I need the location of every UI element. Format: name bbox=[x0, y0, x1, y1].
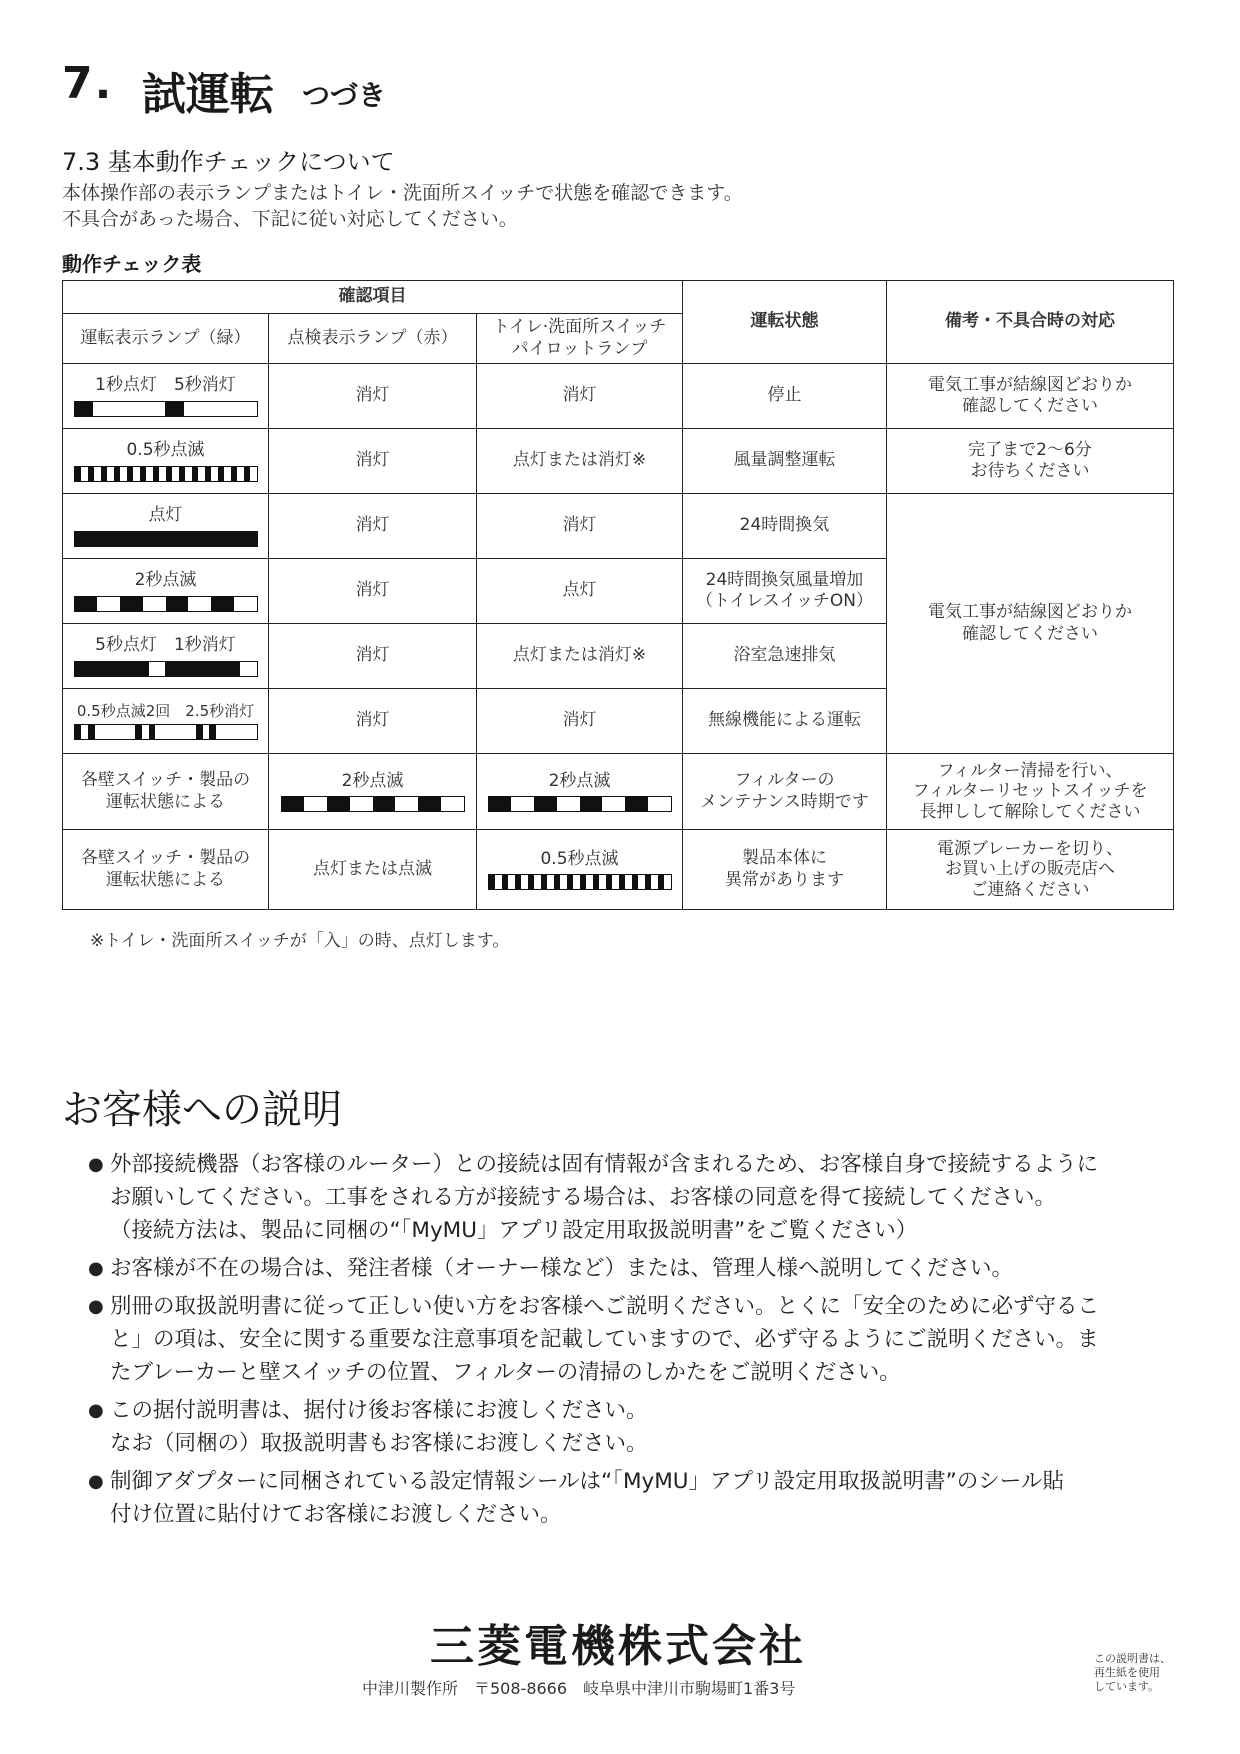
lamp-on-segment bbox=[88, 725, 95, 739]
list-item bbox=[88, 1252, 1173, 1285]
lamp-off-segment bbox=[203, 725, 210, 739]
pilot-lamp-cell: 点灯または消灯※ bbox=[477, 429, 683, 494]
green-lamp-label: 各壁スイッチ・製品の 運転状態による bbox=[63, 830, 269, 910]
lamp-off-segment bbox=[648, 797, 671, 811]
green-lamp-label: 0.5秒点滅2回 2.5秒消灯 bbox=[76, 701, 255, 720]
lamp-off-segment bbox=[93, 402, 166, 416]
lamp-on-segment bbox=[327, 797, 350, 811]
lamp-off-segment bbox=[664, 875, 671, 889]
green-lamp-label: 各壁スイッチ・製品の 運転状態による bbox=[63, 754, 269, 830]
pilot-lamp-label: 2秒点滅 bbox=[548, 770, 611, 791]
green-lamp-label: 1秒点灯 5秒消灯 bbox=[95, 375, 236, 396]
col-header-pilot: トイレ·洗面所スイッチ パイロットランプ bbox=[477, 314, 683, 364]
lamp-pattern-bar bbox=[74, 661, 258, 677]
lamp-pattern-bar bbox=[74, 401, 258, 417]
green-lamp-label: 点灯 bbox=[148, 505, 183, 526]
customer-section-title: お客様への説明 bbox=[62, 1087, 342, 1133]
state-cell: 浴室急速排気 bbox=[683, 624, 887, 689]
company-name: 三菱電機株式会社 bbox=[430, 1621, 806, 1672]
green-lamp-label: 5秒点灯 1秒消灯 bbox=[95, 635, 236, 656]
lamp-off-segment bbox=[149, 662, 166, 676]
lamp-off-segment bbox=[511, 797, 534, 811]
note-line: 付け位置に貼付けてお客様にお渡しください。 bbox=[110, 1502, 562, 1527]
table-row bbox=[63, 830, 1174, 910]
lamp-on-segment bbox=[209, 725, 216, 739]
lamp-pattern-bar bbox=[281, 796, 465, 812]
list-item bbox=[88, 1290, 1173, 1389]
lamp-off-segment bbox=[395, 797, 418, 811]
note-line: 外部接続機器（お客様のルーター）との接続は固有情報が含まれるため、お客様自身で接続するように bbox=[110, 1152, 1099, 1177]
page-title: 試運転 bbox=[142, 69, 274, 120]
customer-notes-list bbox=[88, 1148, 1173, 1536]
lamp-off-segment bbox=[97, 597, 120, 611]
lamp-off-segment bbox=[557, 797, 580, 811]
lamp-on-segment bbox=[211, 597, 234, 611]
lamp-on-segment bbox=[625, 797, 648, 811]
lamp-on-segment bbox=[75, 402, 93, 416]
state-cell: 24時間換気 bbox=[683, 494, 887, 559]
col-header-red: 点検表示ランプ（赤） bbox=[269, 314, 477, 364]
red-lamp-cell: 消灯 bbox=[269, 559, 477, 624]
bullet-icon: ● bbox=[88, 1400, 104, 1421]
lamp-off-segment bbox=[95, 725, 135, 739]
red-lamp-cell: 消灯 bbox=[269, 494, 477, 559]
pilot-lamp-cell: 消灯 bbox=[477, 364, 683, 429]
note-line: たブレーカーと壁スイッチの位置、フィルターの清掃のしかたをご説明ください。 bbox=[110, 1360, 901, 1385]
section-title: 7.3 基本動作チェックについて bbox=[62, 148, 395, 176]
state-cell: 24時間換気風量増加 （トイレスイッチON） bbox=[683, 559, 887, 624]
red-lamp-cell: 消灯 bbox=[269, 429, 477, 494]
lamp-off-segment bbox=[143, 597, 166, 611]
lamp-on-segment bbox=[135, 725, 142, 739]
lamp-on-segment bbox=[149, 725, 156, 739]
lamp-off-segment bbox=[184, 402, 257, 416]
lamp-off-segment bbox=[188, 597, 211, 611]
state-cell: 風量調整運転 bbox=[683, 429, 887, 494]
red-lamp-cell: 点灯または点滅 bbox=[269, 830, 477, 910]
lamp-pattern-bar bbox=[74, 724, 258, 740]
lamp-off-segment bbox=[304, 797, 327, 811]
lamp-on-segment bbox=[75, 725, 82, 739]
lamp-on-segment bbox=[534, 797, 557, 811]
remark-cell: 電気工事が結線図どおりか 確認してください bbox=[887, 364, 1174, 429]
lamp-on-segment bbox=[489, 797, 512, 811]
list-item bbox=[88, 1394, 1173, 1460]
operation-check-table bbox=[62, 280, 1174, 910]
lamp-on-segment bbox=[75, 662, 149, 676]
list-item bbox=[88, 1465, 1173, 1531]
note-line: この据付説明書は、据付け後お客様にお渡しください。 bbox=[110, 1398, 648, 1423]
col-header-remark: 備考・不具合時の対応 bbox=[887, 281, 1174, 364]
note-line: 別冊の取扱説明書に従って正しい使い方をお客様へご説明ください。とくに「安全のために必ず守るこ bbox=[110, 1294, 1100, 1319]
note-line: なお（同梱の）取扱説明書もお客様にお渡しください。 bbox=[110, 1431, 648, 1456]
lamp-on-segment bbox=[282, 797, 305, 811]
bullet-icon: ● bbox=[88, 1154, 104, 1175]
company-address: 中津川製作所 〒508-8666 岐阜県中津川市駒場町1番3号 bbox=[362, 1679, 796, 1698]
recycled-paper-note: この説明書は、 再生紙を使用 しています。 bbox=[1094, 1652, 1171, 1693]
state-cell: 製品本体に 異常があります bbox=[683, 830, 887, 910]
state-cell: 停止 bbox=[683, 364, 887, 429]
note-line: 制御アダプターに同梱されている設定情報シールは“「MyMU」アプリ設定用取扱説明書”のシール貼 bbox=[110, 1469, 1064, 1494]
note-line: お願いしてください。工事をされる方が接続する場合は、お客様の同意を得て接続してください。 bbox=[110, 1185, 1057, 1210]
remark-cell: 電源ブレーカーを切り、 お買い上げの販売店へ ご連絡ください bbox=[887, 830, 1174, 910]
state-cell: フィルターの メンテナンス時期です bbox=[683, 754, 887, 830]
intro-line-1: 本体操作部の表示ランプまたはトイレ・洗面所スイッチで状態を確認できます。 bbox=[62, 182, 743, 204]
bullet-icon: ● bbox=[88, 1258, 104, 1279]
note-line: （接続方法は、製品に同梱の“「MyMU」アプリ設定用取扱説明書”をご覧ください） bbox=[110, 1218, 918, 1243]
lamp-off-segment bbox=[234, 597, 257, 611]
red-lamp-cell: 消灯 bbox=[269, 364, 477, 429]
pilot-lamp-cell: 点灯 bbox=[477, 559, 683, 624]
col-header-green: 運転表示ランプ（緑） bbox=[63, 314, 269, 364]
lamp-on-segment bbox=[120, 597, 143, 611]
lamp-off-segment bbox=[240, 662, 257, 676]
lamp-on-segment bbox=[418, 797, 441, 811]
lamp-on-segment bbox=[580, 797, 603, 811]
table-title: 動作チェック表 bbox=[62, 252, 202, 276]
remark-cell: 完了まで2〜6分 お待ちください bbox=[887, 429, 1174, 494]
lamp-off-segment bbox=[602, 797, 625, 811]
remark-cell: 電気工事が結線図どおりか 確認してください bbox=[887, 494, 1174, 754]
lamp-pattern-bar bbox=[488, 796, 672, 812]
lamp-pattern-bar bbox=[74, 596, 258, 612]
col-header-state: 運転状態 bbox=[683, 281, 887, 364]
lamp-on-segment bbox=[166, 597, 189, 611]
green-lamp-label: 2秒点滅 bbox=[134, 570, 197, 591]
lamp-on-segment bbox=[165, 402, 183, 416]
lamp-pattern-bar bbox=[74, 466, 258, 482]
lamp-off-segment bbox=[441, 797, 464, 811]
lamp-on-segment bbox=[75, 532, 257, 546]
lamp-pattern-bar bbox=[74, 531, 258, 547]
pilot-lamp-cell: 点灯または消灯※ bbox=[477, 624, 683, 689]
bullet-icon: ● bbox=[88, 1471, 104, 1492]
list-item bbox=[88, 1148, 1173, 1247]
lamp-on-segment bbox=[75, 597, 98, 611]
lamp-off-segment bbox=[250, 467, 257, 481]
header-group: 確認項目 bbox=[63, 281, 683, 314]
pilot-lamp-cell: 消灯 bbox=[477, 494, 683, 559]
note-line: と」の項は、安全に関する重要な注意事項を記載していますので、必ず守るようにご説明ください。ま bbox=[110, 1327, 1099, 1352]
lamp-off-segment bbox=[155, 725, 195, 739]
lamp-off-segment bbox=[216, 725, 256, 739]
section-number: 7. bbox=[62, 58, 114, 109]
lamp-off-segment bbox=[350, 797, 373, 811]
intro-line-2: 不具合があった場合、下記に従い対応してください。 bbox=[62, 208, 518, 230]
lamp-off-segment bbox=[81, 725, 88, 739]
lamp-on-segment bbox=[196, 725, 203, 739]
page-subtitle: つづき bbox=[302, 79, 387, 112]
state-cell: 無線機能による運転 bbox=[683, 689, 887, 754]
red-lamp-cell: 消灯 bbox=[269, 689, 477, 754]
table-row bbox=[63, 429, 1174, 494]
lamp-off-segment bbox=[142, 725, 149, 739]
table-row bbox=[63, 364, 1174, 429]
remark-cell: フィルター清掃を行い、 フィルターリセットスイッチを 長押しして解除してください bbox=[887, 754, 1174, 830]
red-lamp-label: 2秒点滅 bbox=[341, 770, 404, 791]
pilot-lamp-cell: 消灯 bbox=[477, 689, 683, 754]
table-row bbox=[63, 494, 1174, 559]
pilot-lamp-label: 0.5秒点滅 bbox=[540, 848, 619, 869]
note-line: お客様が不在の場合は、発注者様（オーナー様など）または、管理人様へ説明してください。 bbox=[110, 1256, 1014, 1281]
green-lamp-label: 0.5秒点滅 bbox=[126, 440, 205, 461]
red-lamp-cell: 消灯 bbox=[269, 624, 477, 689]
bullet-icon: ● bbox=[88, 1296, 104, 1317]
lamp-on-segment bbox=[373, 797, 396, 811]
lamp-pattern-bar bbox=[488, 874, 672, 890]
table-row bbox=[63, 754, 1174, 830]
table-footnote: ※トイレ・洗面所スイッチが「入」の時、点灯します。 bbox=[90, 931, 510, 951]
lamp-on-segment bbox=[165, 662, 239, 676]
